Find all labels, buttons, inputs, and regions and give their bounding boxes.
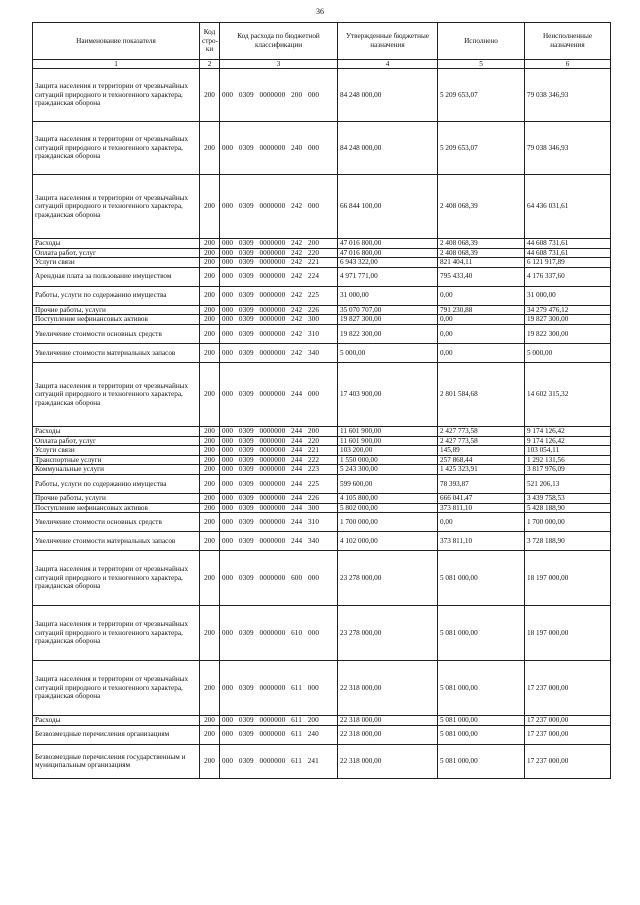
row-executed: 0,00	[438, 343, 525, 362]
table-row	[33, 267, 611, 286]
row-name: Безвозмездные перечисления организациям	[33, 725, 200, 744]
row-line-code: 200	[200, 324, 220, 343]
row-executed: 373 811,10	[438, 532, 525, 551]
header-line-code: Код стро-ки	[200, 23, 220, 60]
row-expense-code: 000 0309 0000000 242 000	[220, 175, 338, 239]
row-line-code: 200	[200, 436, 220, 446]
row-unexecuted: 18 197 000,00	[525, 606, 611, 661]
row-name: Защита населения и территории от чрезвычайных ситуаций природного и техногенного характера, гражданская оборона	[33, 69, 200, 122]
table-row	[33, 239, 611, 249]
row-executed: 5 209 653,07	[438, 69, 525, 122]
column-number: 4	[338, 60, 438, 69]
row-expense-code: 000 0309 0000000 611 241	[220, 744, 338, 778]
row-unexecuted: 9 174 126,42	[525, 436, 611, 446]
header-expense-code: Код расхода по бюджетной классификации	[220, 23, 338, 60]
row-executed: 5 081 000,00	[438, 716, 525, 726]
row-line-code: 200	[200, 267, 220, 286]
row-unexecuted: 3 817 976,09	[525, 465, 611, 475]
row-name: Расходы	[33, 716, 200, 726]
row-approved: 4 971 771,00	[338, 267, 438, 286]
row-name: Услуги связи	[33, 258, 200, 268]
row-approved: 103 200,00	[338, 446, 438, 456]
row-expense-code: 000 0309 0000000 242 225	[220, 286, 338, 305]
table-row	[33, 725, 611, 744]
row-expense-code: 000 0309 0000000 244 222	[220, 455, 338, 465]
row-unexecuted: 17 237 000,00	[525, 744, 611, 778]
row-expense-code: 000 0309 0000000 600 000	[220, 551, 338, 606]
row-executed: 821 404,11	[438, 258, 525, 268]
table-row	[33, 305, 611, 315]
row-executed: 5 081 000,00	[438, 606, 525, 661]
row-approved: 22 318 000,00	[338, 661, 438, 716]
row-line-code: 200	[200, 661, 220, 716]
row-executed: 373 811,10	[438, 503, 525, 513]
row-executed: 2 408 068,39	[438, 248, 525, 258]
table-row	[33, 175, 611, 239]
row-name: Прочие работы, услуги	[33, 493, 200, 503]
row-executed: 2 427 773,58	[438, 436, 525, 446]
table-row	[33, 426, 611, 436]
row-unexecuted: 6 121 917,89	[525, 258, 611, 268]
row-expense-code: 000 0309 0000000 244 310	[220, 513, 338, 532]
row-unexecuted: 19 822 300,00	[525, 324, 611, 343]
column-number: 6	[525, 60, 611, 69]
row-approved: 6 943 322,00	[338, 258, 438, 268]
row-unexecuted: 3 728 188,90	[525, 532, 611, 551]
row-approved: 11 601 900,00	[338, 426, 438, 436]
row-unexecuted: 521 206,13	[525, 474, 611, 493]
table-row	[33, 465, 611, 475]
row-approved: 4 102 000,00	[338, 532, 438, 551]
table-row	[33, 122, 611, 175]
row-executed: 0,00	[438, 513, 525, 532]
row-unexecuted: 19 827 300,00	[525, 315, 611, 325]
row-expense-code: 000 0309 0000000 242 226	[220, 305, 338, 315]
row-executed: 666 041,47	[438, 493, 525, 503]
row-approved: 23 278 000,00	[338, 606, 438, 661]
row-name: Прочие работы, услуги	[33, 305, 200, 315]
row-expense-code: 000 0309 0000000 244 300	[220, 503, 338, 513]
row-expense-code: 000 0309 0000000 244 226	[220, 493, 338, 503]
row-executed: 2 408 068,39	[438, 239, 525, 249]
table-row	[33, 324, 611, 343]
row-unexecuted: 9 174 126,42	[525, 426, 611, 436]
header-unexecuted: Неисполненные назначения	[525, 23, 611, 60]
table-row	[33, 606, 611, 661]
table-header	[33, 23, 611, 69]
row-line-code: 200	[200, 551, 220, 606]
row-unexecuted: 31 000,00	[525, 286, 611, 305]
row-name: Работы, услуги по содержанию имущества	[33, 286, 200, 305]
row-unexecuted: 64 436 031,61	[525, 175, 611, 239]
row-executed: 0,00	[438, 286, 525, 305]
row-executed: 2 408 068,39	[438, 175, 525, 239]
row-executed: 5 209 653,07	[438, 122, 525, 175]
row-name: Работы, услуги по содержанию имущества	[33, 474, 200, 493]
row-executed: 78 393,87	[438, 474, 525, 493]
row-approved: 19 822 300,00	[338, 324, 438, 343]
row-line-code: 200	[200, 606, 220, 661]
row-approved: 11 601 900,00	[338, 436, 438, 446]
header-approved: Утвержденные бюджетные назначения	[338, 23, 438, 60]
row-expense-code: 000 0309 0000000 242 221	[220, 258, 338, 268]
row-expense-code: 000 0309 0000000 242 340	[220, 343, 338, 362]
row-unexecuted: 4 176 337,60	[525, 267, 611, 286]
row-approved: 22 318 000,00	[338, 725, 438, 744]
row-expense-code: 000 0309 0000000 200 000	[220, 69, 338, 122]
row-executed: 5 081 000,00	[438, 661, 525, 716]
row-expense-code: 000 0309 0000000 244 000	[220, 362, 338, 426]
table-row	[33, 661, 611, 716]
row-executed: 145,89	[438, 446, 525, 456]
budget-execution-table	[32, 22, 611, 779]
row-line-code: 200	[200, 446, 220, 456]
table-row	[33, 493, 611, 503]
row-line-code: 200	[200, 465, 220, 475]
row-approved: 19 827 300,00	[338, 315, 438, 325]
row-executed: 791 230,88	[438, 305, 525, 315]
row-expense-code: 000 0309 0000000 611 240	[220, 725, 338, 744]
row-name: Защита населения и территории от чрезвычайных ситуаций природного и техногенного характера, гражданская оборона	[33, 175, 200, 239]
row-name: Расходы	[33, 239, 200, 249]
row-approved: 84 248 000,00	[338, 69, 438, 122]
row-name: Увеличение стоимости материальных запасов	[33, 343, 200, 362]
row-line-code: 200	[200, 122, 220, 175]
row-expense-code: 000 0309 0000000 611 200	[220, 716, 338, 726]
row-executed: 5 081 000,00	[438, 551, 525, 606]
row-name: Арендная плата за пользование имуществом	[33, 267, 200, 286]
table-row	[33, 474, 611, 493]
table-row	[33, 69, 611, 122]
row-expense-code: 000 0309 0000000 240 000	[220, 122, 338, 175]
row-name: Защита населения и территории от чрезвычайных ситуаций природного и техногенного характера, гражданская оборона	[33, 551, 200, 606]
row-expense-code: 000 0309 0000000 242 310	[220, 324, 338, 343]
row-name: Расходы	[33, 426, 200, 436]
row-approved: 4 105 800,00	[338, 493, 438, 503]
column-number: 3	[220, 60, 338, 69]
row-name: Услуги связи	[33, 446, 200, 456]
row-name: Оплата работ, услуг	[33, 248, 200, 258]
row-expense-code: 000 0309 0000000 244 223	[220, 465, 338, 475]
row-line-code: 200	[200, 248, 220, 258]
row-expense-code: 000 0309 0000000 244 225	[220, 474, 338, 493]
row-approved: 17 403 900,00	[338, 362, 438, 426]
row-unexecuted: 34 279 476,12	[525, 305, 611, 315]
row-name: Защита населения и территории от чрезвычайных ситуаций природного и техногенного характера, гражданская оборона	[33, 661, 200, 716]
table-row	[33, 455, 611, 465]
row-executed: 257 868,44	[438, 455, 525, 465]
row-unexecuted: 17 237 000,00	[525, 661, 611, 716]
table-row	[33, 315, 611, 325]
row-executed: 0,00	[438, 324, 525, 343]
row-approved: 599 600,00	[338, 474, 438, 493]
row-approved: 84 248 000,00	[338, 122, 438, 175]
row-expense-code: 000 0309 0000000 244 221	[220, 446, 338, 456]
row-line-code: 200	[200, 305, 220, 315]
row-unexecuted: 5 000,00	[525, 343, 611, 362]
row-line-code: 200	[200, 513, 220, 532]
row-line-code: 200	[200, 716, 220, 726]
row-executed: 5 081 000,00	[438, 725, 525, 744]
header-executed: Исполнено	[438, 23, 525, 60]
row-name: Защита населения и территории от чрезвычайных ситуаций природного и техногенного характера, гражданская оборона	[33, 362, 200, 426]
table-row	[33, 362, 611, 426]
row-unexecuted: 79 038 346,93	[525, 122, 611, 175]
row-expense-code: 000 0309 0000000 244 220	[220, 436, 338, 446]
row-approved: 1 700 000,00	[338, 513, 438, 532]
row-name: Безвозмездные перечисления государственным и муниципальным организациям	[33, 744, 200, 778]
row-unexecuted: 18 197 000,00	[525, 551, 611, 606]
table-row	[33, 513, 611, 532]
table-row	[33, 436, 611, 446]
row-unexecuted: 17 237 000,00	[525, 725, 611, 744]
row-approved: 47 016 800,00	[338, 248, 438, 258]
row-approved: 1 550 000,00	[338, 455, 438, 465]
row-line-code: 200	[200, 315, 220, 325]
row-executed: 2 427 773,58	[438, 426, 525, 436]
row-line-code: 200	[200, 258, 220, 268]
row-line-code: 200	[200, 725, 220, 744]
row-line-code: 200	[200, 426, 220, 436]
row-unexecuted: 44 608 731,61	[525, 239, 611, 249]
row-unexecuted: 3 439 758,53	[525, 493, 611, 503]
row-approved: 35 070 707,00	[338, 305, 438, 315]
table-row	[33, 532, 611, 551]
table-row	[33, 343, 611, 362]
row-approved: 31 000,00	[338, 286, 438, 305]
row-line-code: 200	[200, 286, 220, 305]
row-line-code: 200	[200, 532, 220, 551]
row-expense-code: 000 0309 0000000 242 300	[220, 315, 338, 325]
row-unexecuted: 79 038 346,93	[525, 69, 611, 122]
row-name: Оплата работ, услуг	[33, 436, 200, 446]
row-name: Увеличение стоимости материальных запасов	[33, 532, 200, 551]
row-name: Поступление нефинансовых активов	[33, 503, 200, 513]
row-line-code: 200	[200, 744, 220, 778]
row-unexecuted: 1 292 131,56	[525, 455, 611, 465]
column-number: 1	[33, 60, 200, 69]
row-line-code: 200	[200, 239, 220, 249]
row-approved: 5 000,00	[338, 343, 438, 362]
row-approved: 5 802 000,00	[338, 503, 438, 513]
row-name: Защита населения и территории от чрезвычайных ситуаций природного и техногенного характера, гражданская оборона	[33, 606, 200, 661]
row-approved: 5 243 300,00	[338, 465, 438, 475]
table-row	[33, 446, 611, 456]
row-approved: 66 844 100,00	[338, 175, 438, 239]
row-name: Коммунальные услуги	[33, 465, 200, 475]
row-executed: 1 425 323,91	[438, 465, 525, 475]
row-executed: 0,00	[438, 315, 525, 325]
row-expense-code: 000 0309 0000000 244 340	[220, 532, 338, 551]
row-line-code: 200	[200, 455, 220, 465]
row-expense-code: 000 0309 0000000 242 224	[220, 267, 338, 286]
row-unexecuted: 103 054,11	[525, 446, 611, 456]
header-name: Наименование показателя	[33, 23, 200, 60]
row-expense-code: 000 0309 0000000 244 200	[220, 426, 338, 436]
row-expense-code: 000 0309 0000000 242 200	[220, 239, 338, 249]
table-row	[33, 503, 611, 513]
row-expense-code: 000 0309 0000000 611 000	[220, 661, 338, 716]
row-executed: 2 801 584,68	[438, 362, 525, 426]
table-row	[33, 716, 611, 726]
row-executed: 795 433,40	[438, 267, 525, 286]
row-expense-code: 000 0309 0000000 610 000	[220, 606, 338, 661]
row-approved: 22 318 000,00	[338, 744, 438, 778]
row-unexecuted: 44 608 731,61	[525, 248, 611, 258]
column-number: 2	[200, 60, 220, 69]
row-line-code: 200	[200, 343, 220, 362]
table-row	[33, 744, 611, 778]
row-unexecuted: 5 428 188,90	[525, 503, 611, 513]
row-line-code: 200	[200, 175, 220, 239]
row-approved: 22 318 000,00	[338, 716, 438, 726]
row-name: Увеличение стоимости основных средств	[33, 324, 200, 343]
row-line-code: 200	[200, 69, 220, 122]
row-unexecuted: 14 602 315,32	[525, 362, 611, 426]
table-row	[33, 286, 611, 305]
table-row	[33, 258, 611, 268]
row-name: Увеличение стоимости основных средств	[33, 513, 200, 532]
row-approved: 47 016 800,00	[338, 239, 438, 249]
row-name: Защита населения и территории от чрезвычайных ситуаций природного и техногенного характера, гражданская оборона	[33, 122, 200, 175]
table-row	[33, 248, 611, 258]
row-unexecuted: 1 700 000,00	[525, 513, 611, 532]
table-row	[33, 551, 611, 606]
page-number: 36	[316, 7, 324, 16]
row-line-code: 200	[200, 503, 220, 513]
row-name: Поступление нефинансовых активов	[33, 315, 200, 325]
row-unexecuted: 17 237 000,00	[525, 716, 611, 726]
column-number: 5	[438, 60, 525, 69]
row-line-code: 200	[200, 474, 220, 493]
row-executed: 5 081 000,00	[438, 744, 525, 778]
row-name: Транспортные услуги	[33, 455, 200, 465]
table-body	[33, 69, 611, 779]
row-line-code: 200	[200, 493, 220, 503]
row-line-code: 200	[200, 362, 220, 426]
row-expense-code: 000 0309 0000000 242 220	[220, 248, 338, 258]
row-approved: 23 278 000,00	[338, 551, 438, 606]
